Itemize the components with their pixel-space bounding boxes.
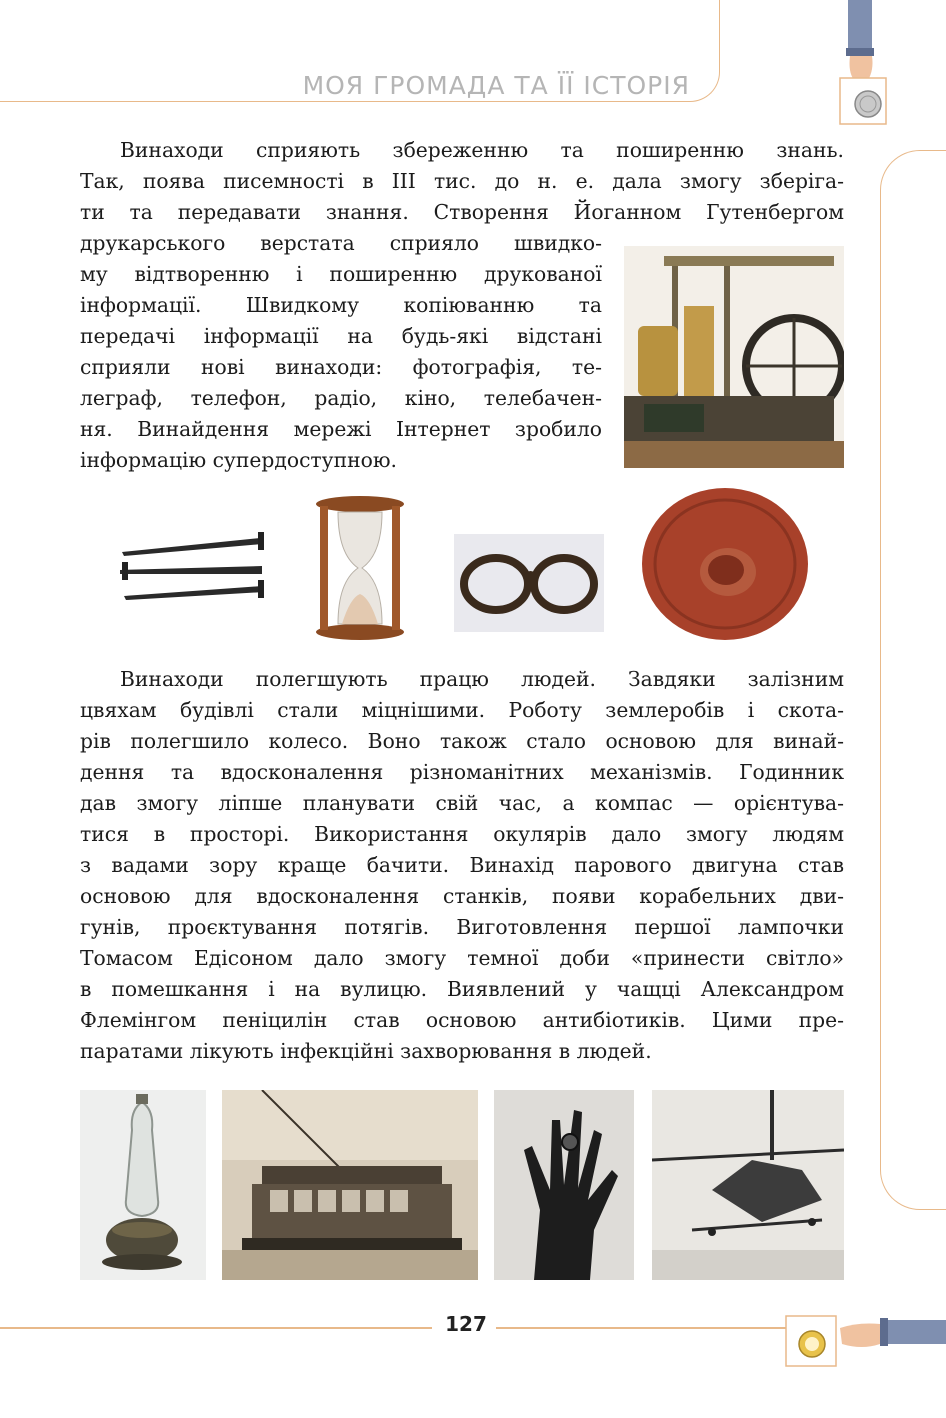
- text-line: Томасом Едісоном дало змогу темної доби «принести світло»: [80, 946, 844, 970]
- text-line: основою для вдосконалення станків, появи корабельних дви-: [80, 884, 844, 908]
- oil-lamp-image: [80, 1090, 206, 1280]
- text-line: паратами лікують інфекційні захворювання в людей.: [80, 1039, 652, 1063]
- text-line: дення та вдосконалення різноманітних механізмів. Годинник: [80, 760, 844, 784]
- text-line: тися в просторі. Використання окулярів дало змогу людям: [80, 822, 844, 846]
- text-line: ти та передавати знання. Створення Йоганном Гутенбергом: [80, 200, 844, 224]
- hand-puzzle-top-icon: [832, 0, 892, 130]
- text-line: гунів, проєктування потягів. Виготовлення першої лампочки: [80, 915, 844, 939]
- tram-image: [222, 1090, 478, 1280]
- text-line: цвяхам будівлі стали міцнішими. Роботу землеробів і скота-: [80, 698, 844, 722]
- text-line: друкарського верстата сприяло швидко-: [80, 231, 602, 255]
- text-line: рів полегшило колесо. Воно також стало основою для винай-: [80, 729, 844, 753]
- page-number: 127: [445, 1312, 487, 1336]
- paragraph-inventions-labor: [80, 664, 844, 1067]
- text-line: Так, поява писемності в ІІІ тис. до н. е. дала змогу зберіга-: [80, 169, 844, 193]
- iron-nails-image: [112, 526, 274, 606]
- hand-puzzle-bottom-icon: [780, 1310, 946, 1372]
- text-line: леграф, телефон, радіо, кіно, телебачен-: [80, 386, 602, 410]
- text-line: дав змогу ліпше планувати свій час, а компас — орієнтува-: [80, 791, 844, 815]
- footer-line-left: [0, 1327, 432, 1329]
- footer-line-right: [496, 1327, 786, 1329]
- text-line: ня. Винайдення мережі Інтернет зробило: [80, 417, 602, 441]
- text-line: з вадами зору краще бачити. Винахід парового двигуна став: [80, 853, 844, 877]
- hourglass-image: [310, 494, 410, 642]
- eyeglasses-image: [454, 534, 604, 632]
- text-line: Винаходи полегшують працю людей. Завдяки залізним: [120, 667, 844, 691]
- page-frame-right: [880, 150, 946, 1210]
- wooden-wheel-image: [640, 486, 810, 642]
- text-line: в помешкання і на вулицю. Виявлений у чащці Александром: [80, 977, 844, 1001]
- text-line: му відтворенню і поширенню друкованої: [80, 262, 602, 286]
- text-line: сприяли нові винаходи: фотографія, те-: [80, 355, 602, 379]
- steam-engine-image: [624, 246, 844, 468]
- text-line: передачі інформації на будь-які відстані: [80, 324, 602, 348]
- text-line: інформацію супердоступною.: [80, 448, 397, 472]
- text-line: інформації. Швидкому копіюванню та: [80, 293, 602, 317]
- chapter-title: МОЯ ГРОМАДА ТА ЇЇ ІСТОРІЯ: [302, 71, 690, 100]
- helicopter-image: [652, 1090, 844, 1280]
- text-line: Винаходи сприяють збереженню та поширенню знань.: [120, 138, 844, 162]
- text-line: Флемінгом пеніцилін став основою антибіотиків. Цими пре-: [80, 1008, 844, 1032]
- hand-xray-image: [494, 1090, 634, 1280]
